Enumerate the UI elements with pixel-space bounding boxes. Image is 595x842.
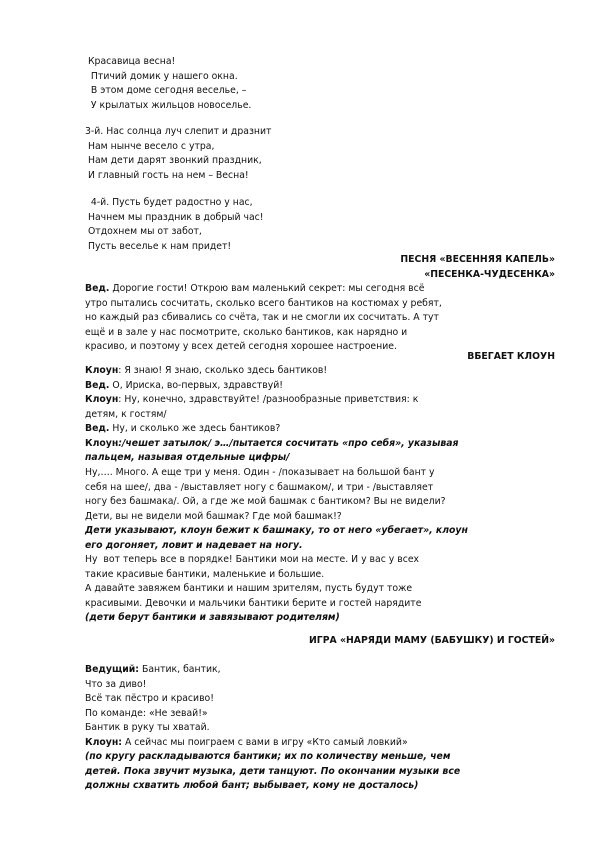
- poem-line: Красавица весна!: [85, 56, 176, 67]
- stage-direction: пальцем, называя отдельные цифры/: [85, 452, 290, 463]
- speech-line: себя на шее/, два - /выставляет ногу с башмаком/, и три - /выставляет: [85, 481, 434, 493]
- stage-direction: (по кругу раскладываются бантики; их по количеству меньше, чем: [85, 751, 451, 762]
- host-line: красиво, и поэтому у всех детей сегодня хорошее настроение.: [85, 341, 397, 352]
- stage-heading: [85, 350, 555, 365]
- verse-3: [85, 125, 555, 183]
- clown-speech-2: [85, 553, 555, 626]
- dialog-line: детям, к гостям/: [85, 408, 167, 420]
- speech-text: : Ну, конечно, здравствуйте! /разнообразные приветствия: к: [118, 394, 419, 405]
- speech-line: Ну вот теперь все в порядке! Бантики мои на месте. И у вас у всех: [85, 554, 420, 565]
- game-line: [85, 663, 555, 678]
- song-title: «ПЕСЕНКА-ЧУДЕСЕНКА»: [424, 268, 555, 280]
- dialog-line: [85, 422, 555, 437]
- speech-line: Ну,…. Много. А еще три у меня. Один - /показывает на большой бант у: [85, 467, 435, 478]
- dialog-line: [85, 379, 555, 394]
- host-intro: [85, 282, 555, 355]
- game-line: Бантик в руку ты хватай.: [85, 722, 210, 733]
- dialog-line: [85, 364, 555, 379]
- song-title: ПЕСНЯ «ВЕСЕННЯЯ КАПЕЛЬ»: [400, 254, 555, 265]
- speech-line: А давайте завяжем бантики и нашим зрителям, пусть будут тоже: [85, 583, 413, 594]
- dialog-line: [85, 393, 555, 408]
- speech-line: Дети, вы не видели мой башмак? Где мой башмак!?: [85, 510, 342, 522]
- verse-line: Нам нынче весело с утра,: [85, 140, 215, 152]
- host-line: [85, 282, 555, 297]
- speaker-label: Клоун:: [85, 736, 122, 748]
- clown-speech: [85, 466, 555, 524]
- speech-line: красивыми. Девочки и мальчики бантики берите и гостей нарядите: [85, 597, 422, 609]
- game-block: [85, 663, 555, 794]
- poem-line: Птичий домик у нашего окна.: [85, 70, 238, 82]
- verse-line: Нам дети дарят звонкий праздник,: [85, 155, 262, 166]
- speech-text: : Я знаю! Я знаю, сколько здесь бантиков!: [118, 365, 328, 376]
- stage-direction: должны схватить любой бант; выбывает, кому не досталось): [85, 780, 419, 791]
- speech-line: такие красивые бантики, маленькие и большие.: [85, 568, 325, 580]
- stage-direction: :/чешет затылок/ э…/пытается сосчитать «про себя», указывая: [118, 437, 459, 449]
- host-line: ещё и в зале у нас посмотрите, сколько бантиков, как нарядно и: [85, 326, 408, 338]
- stage-direction: (дети берут бантики и завязывают родителям): [85, 612, 340, 623]
- game-line: По команде: «Не зевай!»: [85, 707, 208, 719]
- stage-direction: Дети указывают, клоун бежит к башмаку, то от него «убегает», клоун: [85, 525, 468, 536]
- host-line: утро пытались сосчитать, сколько всего бантиков на костюмах у ребят,: [85, 297, 442, 309]
- verse-line: 3-й. Нас солнца луч слепит и дразнит: [85, 126, 272, 137]
- speech-line: ногу без башмака/. Ой, а где же мой башмак с бантиком? Вы не видели?: [85, 496, 446, 507]
- clown-enters-heading: ВБЕГАЕТ КЛОУН: [467, 351, 555, 362]
- speech-text: Дорогие гости! Открою вам маленький секрет: мы сегодня всё: [109, 283, 425, 294]
- poem-stanza: [85, 55, 555, 113]
- speaker-label: Ведущий:: [85, 664, 139, 675]
- verse-4: [85, 196, 555, 254]
- speech-text: А сейчас мы поиграем с вами в игру «Кто самый ловкий»: [122, 736, 408, 748]
- dialog-block: [85, 364, 555, 466]
- game-line: Всё так пёстро и красиво!: [85, 693, 214, 704]
- speech-text: Бантик, бантик,: [138, 664, 221, 675]
- game-line: Что за диво!: [85, 678, 147, 690]
- speaker-label: Вед.: [85, 379, 110, 391]
- verse-line: И главный гость на нем – Весна!: [85, 169, 249, 181]
- verse-line: Начнем мы праздник в добрый час!: [85, 211, 264, 223]
- game-title: ИГРА «НАРЯДИ МАМУ (БАБУШКУ) И ГОСТЕЙ»: [309, 635, 555, 646]
- verse-line: Пусть веселье к нам придет!: [85, 240, 232, 252]
- poem-line: У крылатых жильцов новоселье.: [85, 99, 252, 111]
- game-heading: [85, 634, 555, 649]
- stage-direction: детей. Пока звучит музыка, дети танцуют. По окончании музыки все: [85, 765, 461, 777]
- verse-line: 4-й. Пусть будет радостно у нас,: [85, 197, 253, 208]
- verse-line: Отдохнем мы от забот,: [85, 226, 202, 237]
- speaker-label: Клоун: [85, 394, 119, 405]
- speaker-label: Клоун: [85, 437, 119, 449]
- game-line: [85, 736, 555, 751]
- speaker-label: Вед.: [85, 283, 110, 294]
- song-headings: [85, 253, 555, 282]
- poem-line: В этом доме сегодня веселье, –: [85, 85, 247, 96]
- speech-text: Ну, и сколько же здесь бантиков?: [109, 423, 281, 434]
- host-line: но каждый раз сбивались со счёта, так и не смогли их сосчитать. А тут: [85, 312, 439, 323]
- speaker-label: Вед.: [85, 423, 110, 434]
- stage-direction: его догоняет, ловит и надевает на ногу.: [85, 539, 303, 551]
- speaker-label: Клоун: [85, 365, 119, 376]
- dialog-line: [85, 437, 555, 452]
- speech-text: О, Ириска, во-первых, здравствуй!: [109, 379, 284, 391]
- stage-direction-block: [85, 524, 555, 553]
